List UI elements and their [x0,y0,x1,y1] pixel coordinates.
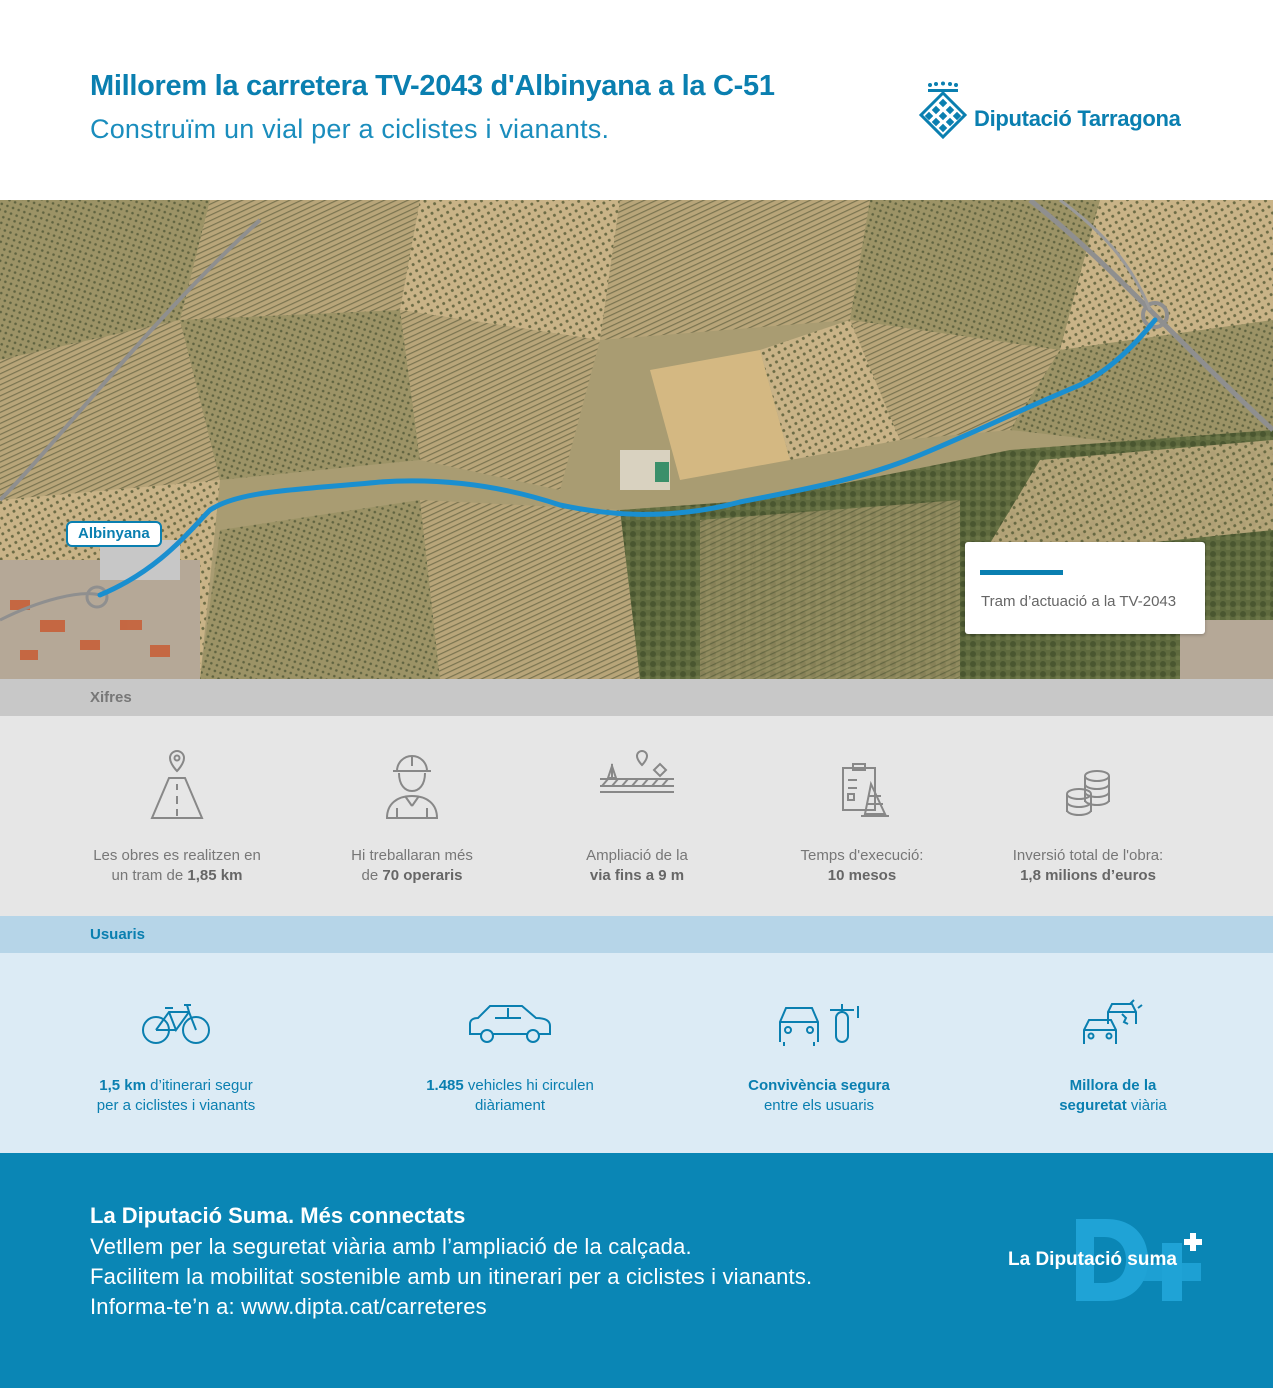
road-widening-icon [592,746,682,826]
usuaris-cyclists-line2: per a ciclistes i vianants [96,1097,256,1114]
usuaris-item-safety [1003,998,1223,1116]
usuaris-cyclists-value: 1,5 km [99,1077,146,1094]
usuaris-section [0,953,1273,1153]
usuaris-coexistence-line2: entre els usuaris [763,1097,875,1114]
page-subtitle: Construïm un vial per a ciclistes i vianants. [90,114,610,144]
bicycle-icon [141,998,211,1048]
worker-icon [377,746,447,826]
usuaris-item-coexistence [709,998,929,1116]
car-crash-icon [1078,998,1148,1048]
xifres-item-workers-pre: de [361,867,383,884]
xifres-item-width [527,746,747,886]
xifres-item-workers-line1: Hi treballaran més [351,847,473,864]
usuaris-vehicles-value: 1.485 [426,1077,464,1094]
usuaris-vehicles-line2: diàriament [474,1097,546,1114]
xifres-item-length [67,746,287,886]
albinyana-label: Albinyana [66,521,162,547]
suma-brand-text: La Diputació suma [1008,1249,1177,1270]
xifres-heading: Xifres [90,689,132,706]
usuaris-item-cyclists [66,998,286,1116]
xifres-item-investment [978,746,1198,886]
usuaris-vehicles-rest: vehicles hi circulen [463,1077,594,1094]
xifres-item-investment-value: 1,8 milions d’euros [1020,867,1156,884]
xifres-item-length-line1: Les obres es realitzen en [93,847,261,864]
diputacio-logo[interactable] [918,80,1198,140]
clipboard-cone-icon [827,746,897,826]
xifres-item-width-line1: Ampliació de la [586,847,688,864]
xifres-heading-bar [0,679,1273,716]
usuaris-safety-bold: seguretat [1059,1097,1127,1114]
legend-text: Tram d’actuació a la TV-2043 [981,593,1177,610]
usuaris-heading-bar [0,916,1273,953]
xifres-item-time-value: 10 mesos [827,867,897,884]
aerial-map [0,200,1273,679]
usuaris-safety-rest: viària [1126,1097,1167,1114]
usuaris-heading: Usuaris [90,926,146,943]
xifres-section [0,716,1273,916]
header [0,0,1273,200]
usuaris-coexistence-value: Convivència segura [748,1077,890,1094]
xifres-item-time-line1: Temps d'execució: [800,847,924,864]
footer-line-2: Facilitem la mobilitat sostenible amb un itinerari per a ciclistes i vianants. [90,1264,813,1289]
diputacio-emblem-icon [918,80,968,140]
road-pin-icon [142,746,212,826]
page-title: Millorem la carretera TV-2043 d'Albinyana a la C-51 [90,70,775,102]
xifres-item-investment-line1: Inversió total de l'obra: [1012,847,1164,864]
xifres-item-workers [302,746,522,886]
xifres-item-length-value: 1,85 km [187,867,243,884]
footer-link-line[interactable]: Informa-te’n a: www.dipta.cat/carreteres [90,1294,487,1319]
map-legend [965,542,1205,634]
xifres-item-time [752,746,972,886]
footer [0,1153,1273,1388]
legend-route-line [980,570,1063,575]
footer-line-1: Vetllem per la seguretat viària amb l’ampliació de la calçada. [90,1234,692,1259]
footer-title: La Diputació Suma. Més connectats [90,1203,466,1228]
xifres-item-width-value: via fins a 9 m [589,867,685,884]
usuaris-cyclists-rest: d’itinerari segur [145,1077,253,1094]
car-icon [465,998,555,1048]
car-moto-icon [774,998,864,1048]
coins-icon [1053,746,1123,826]
usuaris-safety-line1: Millora de la [1069,1077,1157,1094]
xifres-item-length-pre: un tram de [111,867,188,884]
usuaris-item-vehicles [400,998,620,1116]
logo-text: Diputació Tarragona [974,106,1181,131]
xifres-item-workers-value: 70 operaris [382,867,463,884]
